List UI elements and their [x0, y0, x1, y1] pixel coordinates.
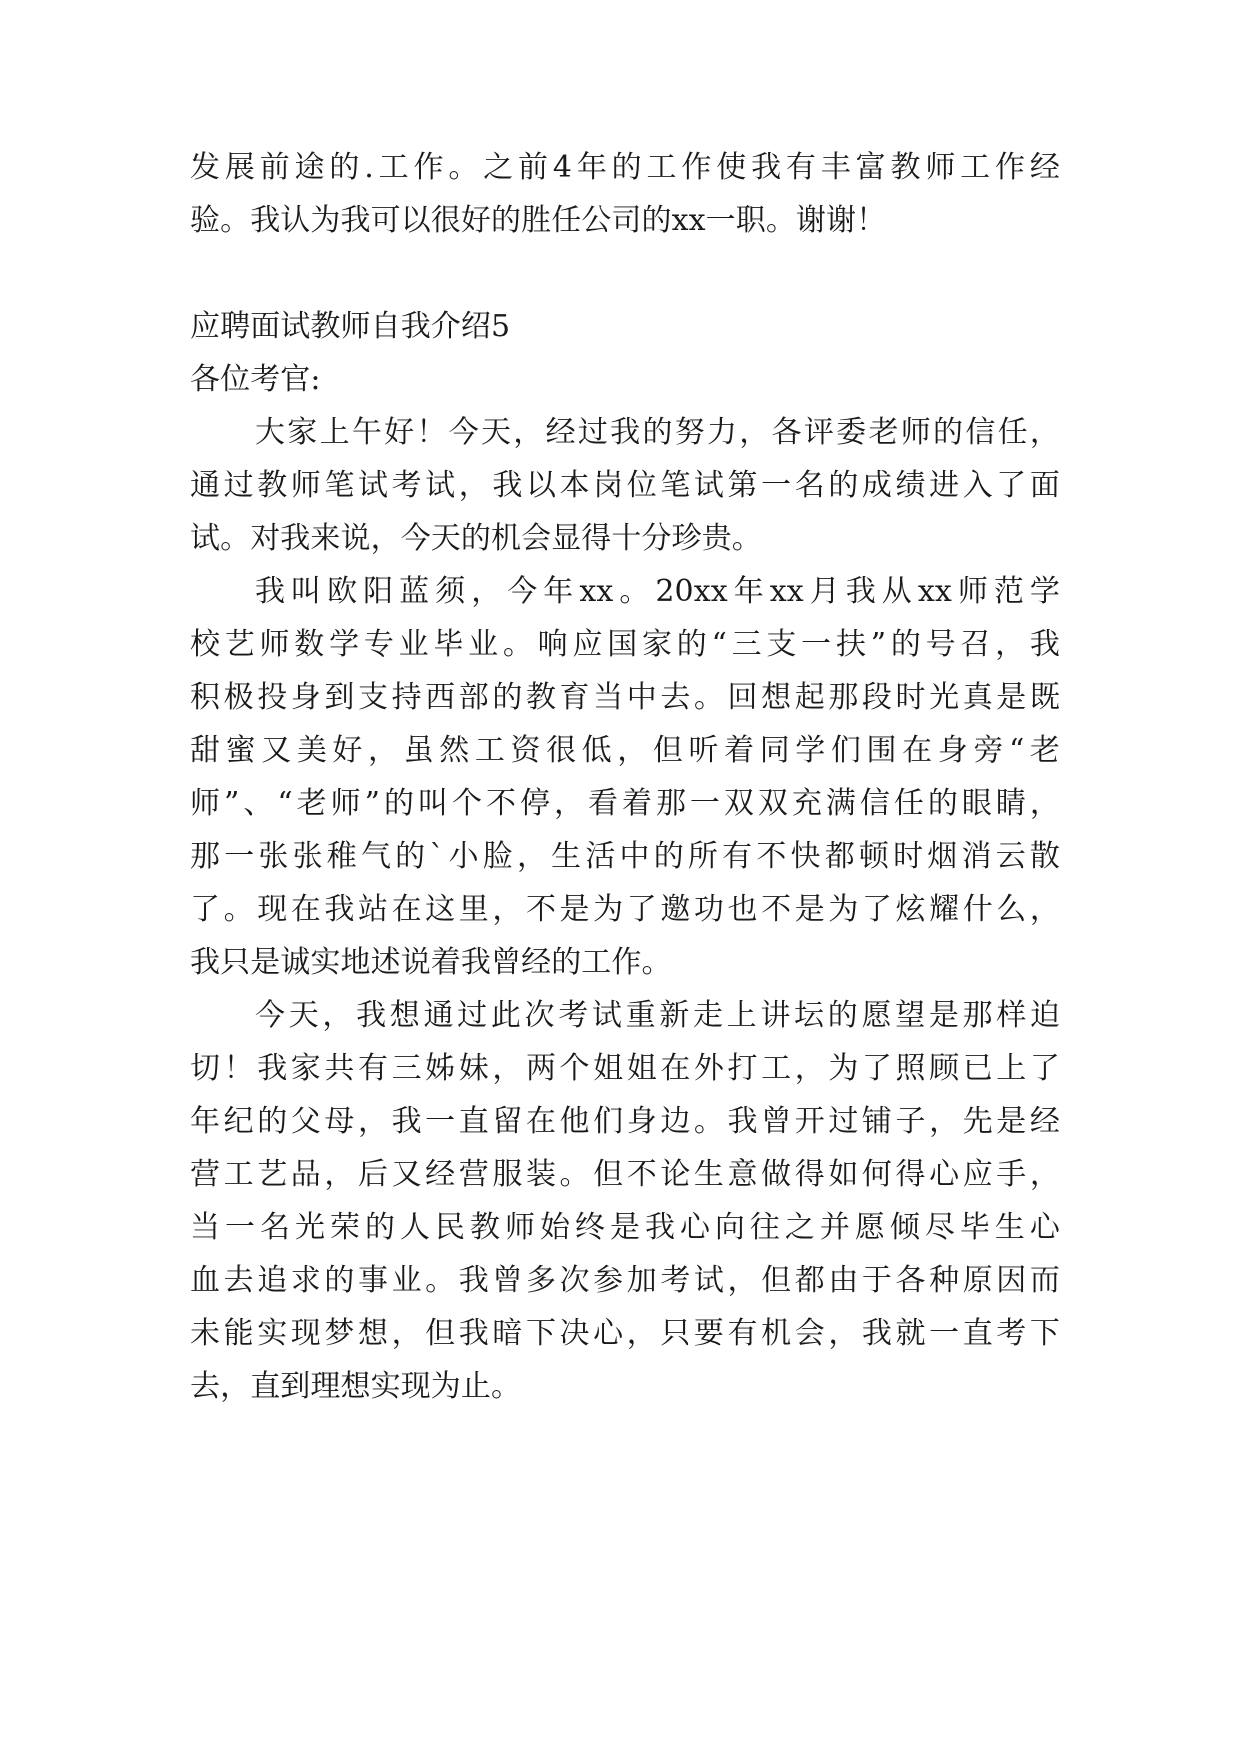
p3-line-4: 营工艺品，后又经营服装。但不论生意做得如何得心应手，: [190, 1157, 1060, 1192]
intro-line-1: 发展前途的.工作。之前4年的工作使我有丰富教师工作经: [190, 150, 1060, 185]
p2-line-3: 积极投身到支持西部的教育当中去。回想起那段时光真是既: [190, 680, 1060, 715]
p1-line-2: 通过教师笔试考试，我以本岗位笔试第一名的成绩进入了面: [190, 468, 1060, 503]
p3-line-5: 当一名光荣的人民教师始终是我心向往之并愿倾尽毕生心: [190, 1210, 1060, 1245]
p2-line-4: 甜蜜又美好，虽然工资很低，但听着同学们围在身旁“老: [190, 733, 1060, 768]
p2-line-2: 校艺师数学专业毕业。响应国家的“三支一扶”的号召，我: [190, 627, 1060, 662]
salutation: 各位考官:: [190, 362, 321, 397]
intro-line-2: 验。我认为我可以很好的胜任公司的xx一职。谢谢！: [190, 203, 887, 238]
p2-line-8: 我只是诚实地述说着我曾经的工作。: [190, 945, 672, 980]
section-heading: 应聘面试教师自我介绍5: [190, 309, 511, 344]
p3-line-2: 切！我家共有三姊妹，两个姐姐在外打工，为了照顾已上了: [190, 1051, 1060, 1086]
p3-line-3: 年纪的父母，我一直留在他们身边。我曾开过铺子，先是经: [190, 1104, 1060, 1139]
p3-line-1: 今天，我想通过此次考试重新走上讲坛的愿望是那样迫: [255, 998, 1060, 1033]
p1-line-1: 大家上午好！今天，经过我的努力，各评委老师的信任，: [255, 415, 1060, 450]
p3-line-7: 未能实现梦想，但我暗下决心，只要有机会，我就一直考下: [190, 1316, 1060, 1351]
p3-line-8: 去，直到理想实现为止。: [190, 1369, 522, 1404]
p1-line-3: 试。对我来说，今天的机会显得十分珍贵。: [190, 521, 762, 556]
p2-line-5: 师”、“老师”的叫个不停，看着那一双双充满信任的眼睛，: [190, 786, 1060, 821]
p2-line-1: 我叫欧阳蓝须，今年xx。20xx年xx月我从xx师范学: [255, 574, 1060, 609]
p2-line-7: 了。现在我站在这里，不是为了邀功也不是为了炫耀什么，: [190, 892, 1060, 927]
p3-line-6: 血去追求的事业。我曾多次参加考试，但都由于各种原因而: [190, 1263, 1060, 1298]
document-page: [190, 0, 1060, 1754]
p2-line-6: 那一张张稚气的`小脸，生活中的所有不快都顿时烟消云散: [190, 839, 1060, 874]
